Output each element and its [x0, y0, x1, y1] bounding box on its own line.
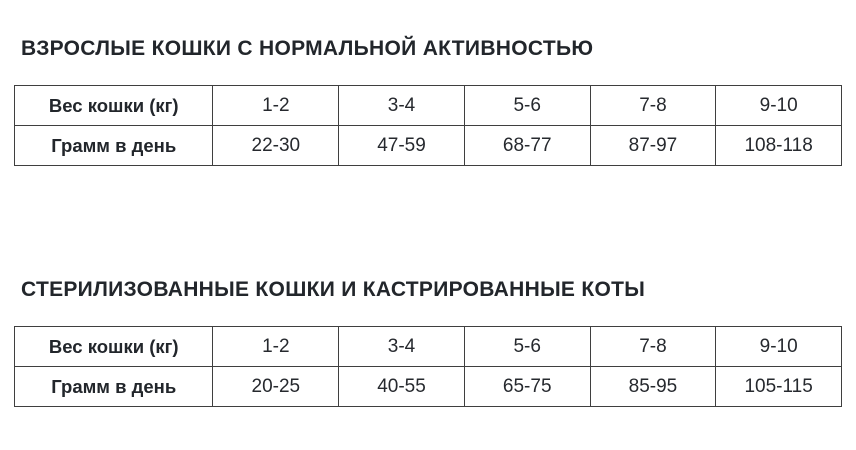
row-label-grams-per-day: Грамм в день — [15, 367, 213, 407]
table-row-grams — [15, 367, 842, 407]
feeding-table-normal-activity — [14, 85, 842, 166]
row-label-cat-weight: Вес кошки (кг) — [15, 327, 213, 367]
weight-range-cell: 1-2 — [213, 327, 339, 367]
weight-range-cell: 5-6 — [464, 327, 590, 367]
weight-range-cell: 7-8 — [590, 327, 716, 367]
weight-range-cell: 7-8 — [590, 86, 716, 126]
grams-range-cell: 68-77 — [464, 126, 590, 166]
section-sterilized-cats — [14, 278, 842, 407]
weight-range-cell: 3-4 — [339, 327, 465, 367]
row-label-grams-per-day: Грамм в день — [15, 126, 213, 166]
grams-range-cell: 108-118 — [716, 126, 842, 166]
section-title-sterilized: СТЕРИЛИЗОВАННЫЕ КОШКИ И КАСТРИРОВАННЫЕ КОТЫ — [21, 278, 646, 301]
table-row-grams — [15, 126, 842, 166]
weight-range-cell: 3-4 — [339, 86, 465, 126]
grams-range-cell: 87-97 — [590, 126, 716, 166]
grams-range-cell: 40-55 — [339, 367, 465, 407]
feeding-table-sterilized — [14, 326, 842, 407]
table-row-weights — [15, 327, 842, 367]
grams-range-cell: 65-75 — [464, 367, 590, 407]
section-title-normal-activity: ВЗРОСЛЫЕ КОШКИ С НОРМАЛЬНОЙ АКТИВНОСТЬЮ — [21, 37, 594, 60]
table-row-weights — [15, 86, 842, 126]
weight-range-cell: 9-10 — [716, 86, 842, 126]
row-label-cat-weight: Вес кошки (кг) — [15, 86, 213, 126]
grams-range-cell: 85-95 — [590, 367, 716, 407]
grams-range-cell: 47-59 — [339, 126, 465, 166]
grams-range-cell: 20-25 — [213, 367, 339, 407]
weight-range-cell: 1-2 — [213, 86, 339, 126]
section-normal-activity-cats — [14, 37, 842, 166]
weight-range-cell: 5-6 — [464, 86, 590, 126]
grams-range-cell: 105-115 — [716, 367, 842, 407]
weight-range-cell: 9-10 — [716, 327, 842, 367]
grams-range-cell: 22-30 — [213, 126, 339, 166]
